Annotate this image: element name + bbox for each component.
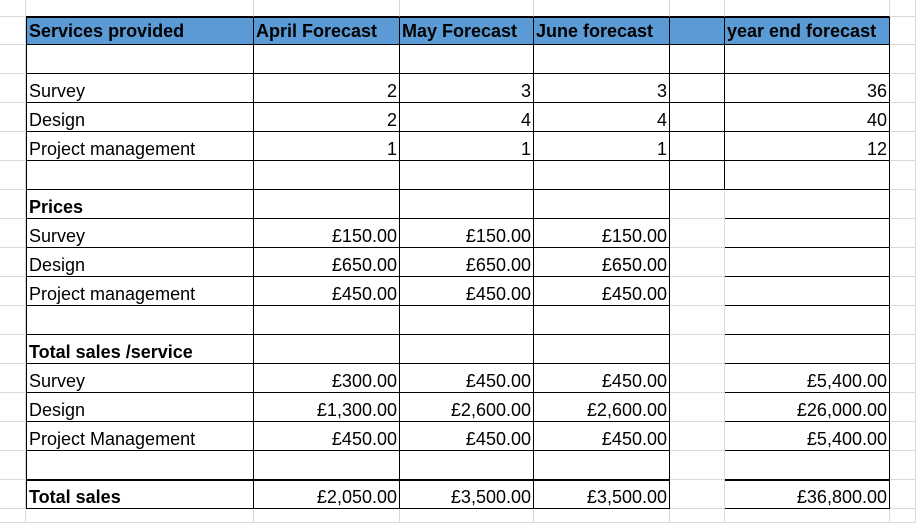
cell[interactable] [725,451,890,480]
cell[interactable] [725,248,890,277]
cell[interactable] [670,277,725,306]
header-april[interactable]: April Forecast [254,17,400,45]
row-header [0,132,26,161]
row-header [0,335,26,364]
row-header [0,509,26,523]
cell[interactable] [26,509,254,523]
june-total[interactable]: £450.00 [534,422,670,451]
cell[interactable] [670,393,725,422]
cell[interactable] [400,0,534,17]
cell[interactable] [670,103,725,132]
cell[interactable] [725,277,890,306]
table-row [0,74,916,103]
cell[interactable] [670,480,725,509]
total-row [0,480,916,509]
cell[interactable] [890,74,916,103]
cell[interactable] [670,248,725,277]
cell[interactable] [670,422,725,451]
june-value[interactable]: 1 [534,132,670,161]
cell[interactable] [890,335,916,364]
cell[interactable] [400,161,534,190]
row-header [0,422,26,451]
cell[interactable] [254,45,400,74]
grid-row [0,509,916,523]
service-label[interactable]: Survey [26,74,254,103]
june-value[interactable]: 4 [534,103,670,132]
row-header [0,161,26,190]
year-end-total[interactable]: £5,400.00 [725,364,890,393]
cell[interactable] [890,17,916,45]
cell[interactable] [670,161,725,190]
cell[interactable] [890,393,916,422]
cell[interactable] [890,422,916,451]
cell[interactable] [670,364,725,393]
cell[interactable] [400,306,534,335]
cell[interactable] [670,306,725,335]
cell[interactable] [534,335,670,364]
service-label[interactable]: Design [26,103,254,132]
cell[interactable] [534,509,670,523]
april-total[interactable]: £300.00 [254,364,400,393]
row-header [0,451,26,480]
cell[interactable] [26,306,254,335]
year-end-grand-total[interactable]: £36,800.00 [725,480,890,509]
table-row [0,248,916,277]
header-empty[interactable] [670,17,725,45]
cell[interactable] [890,248,916,277]
row-header [0,219,26,248]
may-value[interactable]: 4 [400,103,534,132]
service-label[interactable]: Project management [26,132,254,161]
cell[interactable] [254,335,400,364]
cell[interactable] [400,335,534,364]
april-grand-total[interactable]: £2,050.00 [254,480,400,509]
cell[interactable] [534,161,670,190]
row-header [0,45,26,74]
june-total[interactable]: £450.00 [534,364,670,393]
row-header [0,17,26,45]
cell[interactable] [890,451,916,480]
april-price[interactable]: £650.00 [254,248,400,277]
cell[interactable] [670,74,725,103]
service-label[interactable]: Survey [26,219,254,248]
header-row [0,17,916,45]
april-value[interactable]: 2 [254,74,400,103]
cell[interactable] [254,0,400,17]
cell[interactable] [670,509,725,523]
cell[interactable] [254,161,400,190]
service-label[interactable]: Survey [26,364,254,393]
cell[interactable] [890,509,916,523]
cell[interactable] [254,509,400,523]
cell[interactable] [400,509,534,523]
year-end-value[interactable]: 40 [725,103,890,132]
year-end-total[interactable]: £26,000.00 [725,393,890,422]
table-row [0,364,916,393]
cell[interactable] [725,306,890,335]
cell[interactable] [890,132,916,161]
cell[interactable] [890,45,916,74]
row-header [0,190,26,219]
cell[interactable] [670,45,725,74]
june-price[interactable]: £450.00 [534,277,670,306]
year-end-value[interactable]: 12 [725,132,890,161]
june-value[interactable]: 3 [534,74,670,103]
cell[interactable] [400,190,534,219]
row-header [0,74,26,103]
june-total[interactable]: £2,600.00 [534,393,670,422]
cell[interactable] [890,364,916,393]
cell[interactable] [725,161,890,190]
row-header [0,306,26,335]
cell[interactable] [670,132,725,161]
cell[interactable] [534,0,670,17]
cell[interactable] [534,451,670,480]
section-row [0,190,916,219]
cell[interactable] [725,509,890,523]
row-header [0,393,26,422]
section-row [0,335,916,364]
april-total[interactable]: £1,300.00 [254,393,400,422]
service-label[interactable]: Project Management [26,422,254,451]
may-price[interactable]: £150.00 [400,219,534,248]
may-total[interactable]: £450.00 [400,364,534,393]
cell[interactable] [725,335,890,364]
grid-row [0,45,916,74]
table-row [0,103,916,132]
service-label[interactable]: Design [26,248,254,277]
cell[interactable] [670,335,725,364]
row-header [0,248,26,277]
cell[interactable] [890,190,916,219]
table-row [0,219,916,248]
cell[interactable] [670,451,725,480]
may-total[interactable]: £2,600.00 [400,393,534,422]
april-price[interactable]: £450.00 [254,277,400,306]
table-row [0,422,916,451]
april-value[interactable]: 2 [254,103,400,132]
cell[interactable] [890,0,916,17]
grid-row [0,161,916,190]
june-price[interactable]: £150.00 [534,219,670,248]
service-label[interactable]: Project management [26,277,254,306]
may-total[interactable]: £450.00 [400,422,534,451]
may-grand-total[interactable]: £3,500.00 [400,480,534,509]
cell[interactable] [890,277,916,306]
row-header [0,103,26,132]
june-grand-total[interactable]: £3,500.00 [534,480,670,509]
grid-row [0,451,916,480]
row-header [0,0,26,17]
cell[interactable] [670,0,725,17]
row-header [0,277,26,306]
header-june[interactable]: June forecast [534,17,670,45]
cell[interactable] [725,45,890,74]
cell[interactable] [725,190,890,219]
service-label[interactable]: Design [26,393,254,422]
row-header [0,364,26,393]
may-price[interactable]: £650.00 [400,248,534,277]
cell[interactable] [254,190,400,219]
april-price[interactable]: £150.00 [254,219,400,248]
grid-row [0,306,916,335]
cell[interactable] [670,219,725,248]
section-title-total-sales-service[interactable]: Total sales /service [26,335,254,364]
row-header [0,480,26,509]
cell[interactable] [534,190,670,219]
cell[interactable] [400,45,534,74]
cell[interactable] [890,103,916,132]
cell[interactable] [890,219,916,248]
table-row [0,277,916,306]
year-end-total[interactable]: £5,400.00 [725,422,890,451]
table-row [0,393,916,422]
cell[interactable] [26,451,254,480]
cell[interactable] [400,451,534,480]
cell[interactable] [254,451,400,480]
cell[interactable] [534,45,670,74]
header-year-end[interactable]: year end forecast [725,17,890,45]
cell[interactable] [890,480,916,509]
cell[interactable] [26,45,254,74]
cell[interactable] [890,306,916,335]
cell[interactable] [534,306,670,335]
section-title-prices[interactable]: Prices [26,190,254,219]
april-value[interactable]: 1 [254,132,400,161]
total-sales-label[interactable]: Total sales [26,480,254,509]
table-row [0,132,916,161]
june-price[interactable]: £650.00 [534,248,670,277]
year-end-value[interactable]: 36 [725,74,890,103]
header-services[interactable]: Services provided [26,17,254,45]
cell[interactable] [670,190,725,219]
cell[interactable] [26,161,254,190]
may-value[interactable]: 1 [400,132,534,161]
cell[interactable] [890,161,916,190]
grid-row [0,0,916,17]
cell[interactable] [254,306,400,335]
cell[interactable] [26,0,254,17]
may-value[interactable]: 3 [400,74,534,103]
april-total[interactable]: £450.00 [254,422,400,451]
may-price[interactable]: £450.00 [400,277,534,306]
header-may[interactable]: May Forecast [400,17,534,45]
cell[interactable] [725,219,890,248]
cell[interactable] [725,0,890,17]
